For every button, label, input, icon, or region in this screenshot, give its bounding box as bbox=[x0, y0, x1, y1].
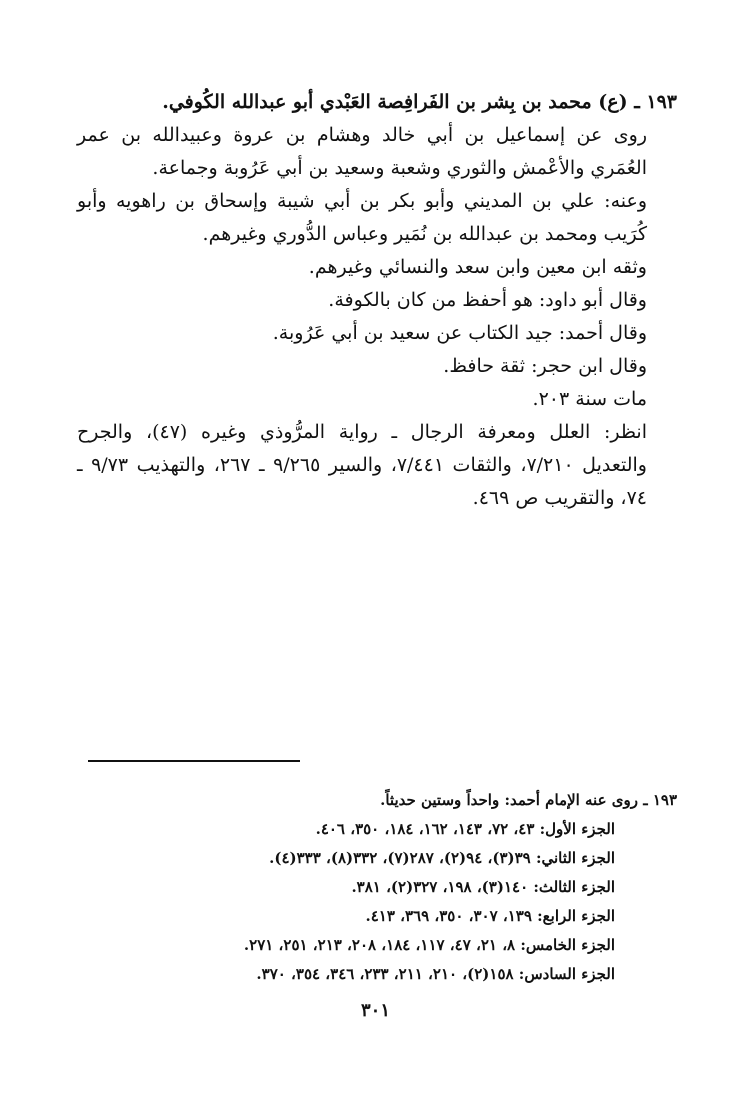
trust-paragraph: وثقه ابن معين وابن سعد والنسائي وغيرهم. bbox=[308, 256, 647, 278]
ibn-hajar-paragraph: وقال ابن حجر: ثقة حافظ. bbox=[443, 355, 647, 377]
footnote-volume-6: الجزء السادس: ١٥٨(٢)، ٢١٠، ٢١١، ٢٣٣، ٣٤٦، ٣٥٤، ٣٧٠. bbox=[256, 965, 615, 983]
footnote-volume-5: الجزء الخامس: ٨، ٢١، ٤٧، ١١٧، ١٨٤، ٢٠٨، ٢١٣، ٢٥١، ٢٧١. bbox=[243, 936, 615, 954]
entry-heading-line bbox=[77, 86, 677, 119]
death-paragraph: مات سنة ٢٠٣. bbox=[532, 388, 647, 410]
footnote-volume-1: الجزء الأول: ٤٣، ٧٢، ١٤٣، ١٦٢، ١٨٤، ٣٥٠، ٤٠٦. bbox=[315, 820, 615, 838]
biography-entry bbox=[77, 86, 677, 515]
ahmad-paragraph: وقال أحمد: جيد الكتاب عن سعيد بن أبي عَرُوبة. bbox=[272, 322, 647, 344]
footnote-section bbox=[77, 786, 677, 989]
footnote-intro: ١٩٣ ـ روى عنه الإمام أحمد: واحداً وستين حديثاً. bbox=[380, 791, 677, 809]
narrators-paragraph: وعنه: علي بن المديني وأبو بكر بن أبي شيبة وإسحاق بن راهويه وأبو كُرَيب ومحمد بن عبدالله بن نُمَير وعباس الدُّوري وغيرهم. bbox=[77, 190, 647, 245]
page-number: ٣٠١ bbox=[360, 1000, 390, 1021]
narrated-from-paragraph: روى عن إسماعيل بن أبي خالد وهشام بن عروة وعبيدالله بن عمر العُمَري والأعْمش والثوري وشعبة وسعيد بن أبي عَرُوبة وجماعة. bbox=[77, 124, 647, 179]
references-paragraph: انظر: العلل ومعرفة الرجال ـ رواية المرُّوذي وغيره (٤٧)، والجرح والتعديل ٧/٢١٠، والثقات ٧/٤٤١، والسير ٩/٢٦٥ ـ ٢٦٧، والتهذيب ٩/٧٣ ـ ٧٤، والتقريب ص ٤٦٩. bbox=[77, 421, 647, 509]
abu-dawud-paragraph: وقال أبو داود: هو أحفظ من كان بالكوفة. bbox=[328, 289, 647, 311]
footnote-volume-4: الجزء الرابع: ١٣٩، ٣٠٧، ٣٥٠، ٣٦٩، ٤١٣. bbox=[365, 907, 615, 925]
footnote-divider bbox=[88, 760, 300, 762]
entry-number: ١٩٣ ـ bbox=[634, 91, 677, 113]
entry-heading: (ع) محمد بن بِشر بن الفَرافِصة العَبْدي أبو عبدالله الكُوفي. bbox=[162, 91, 628, 113]
footnote-volume-3: الجزء الثالث: ١٤٠(٣)، ١٩٨، ٣٢٧(٢)، ٣٨١. bbox=[351, 878, 615, 896]
footnote-volume-2: الجزء الثاني: ٣٩(٣)، ٩٤(٢)، ٢٨٧(٧)، ٣٣٢(٨)، ٣٣٣(٤). bbox=[269, 849, 615, 867]
